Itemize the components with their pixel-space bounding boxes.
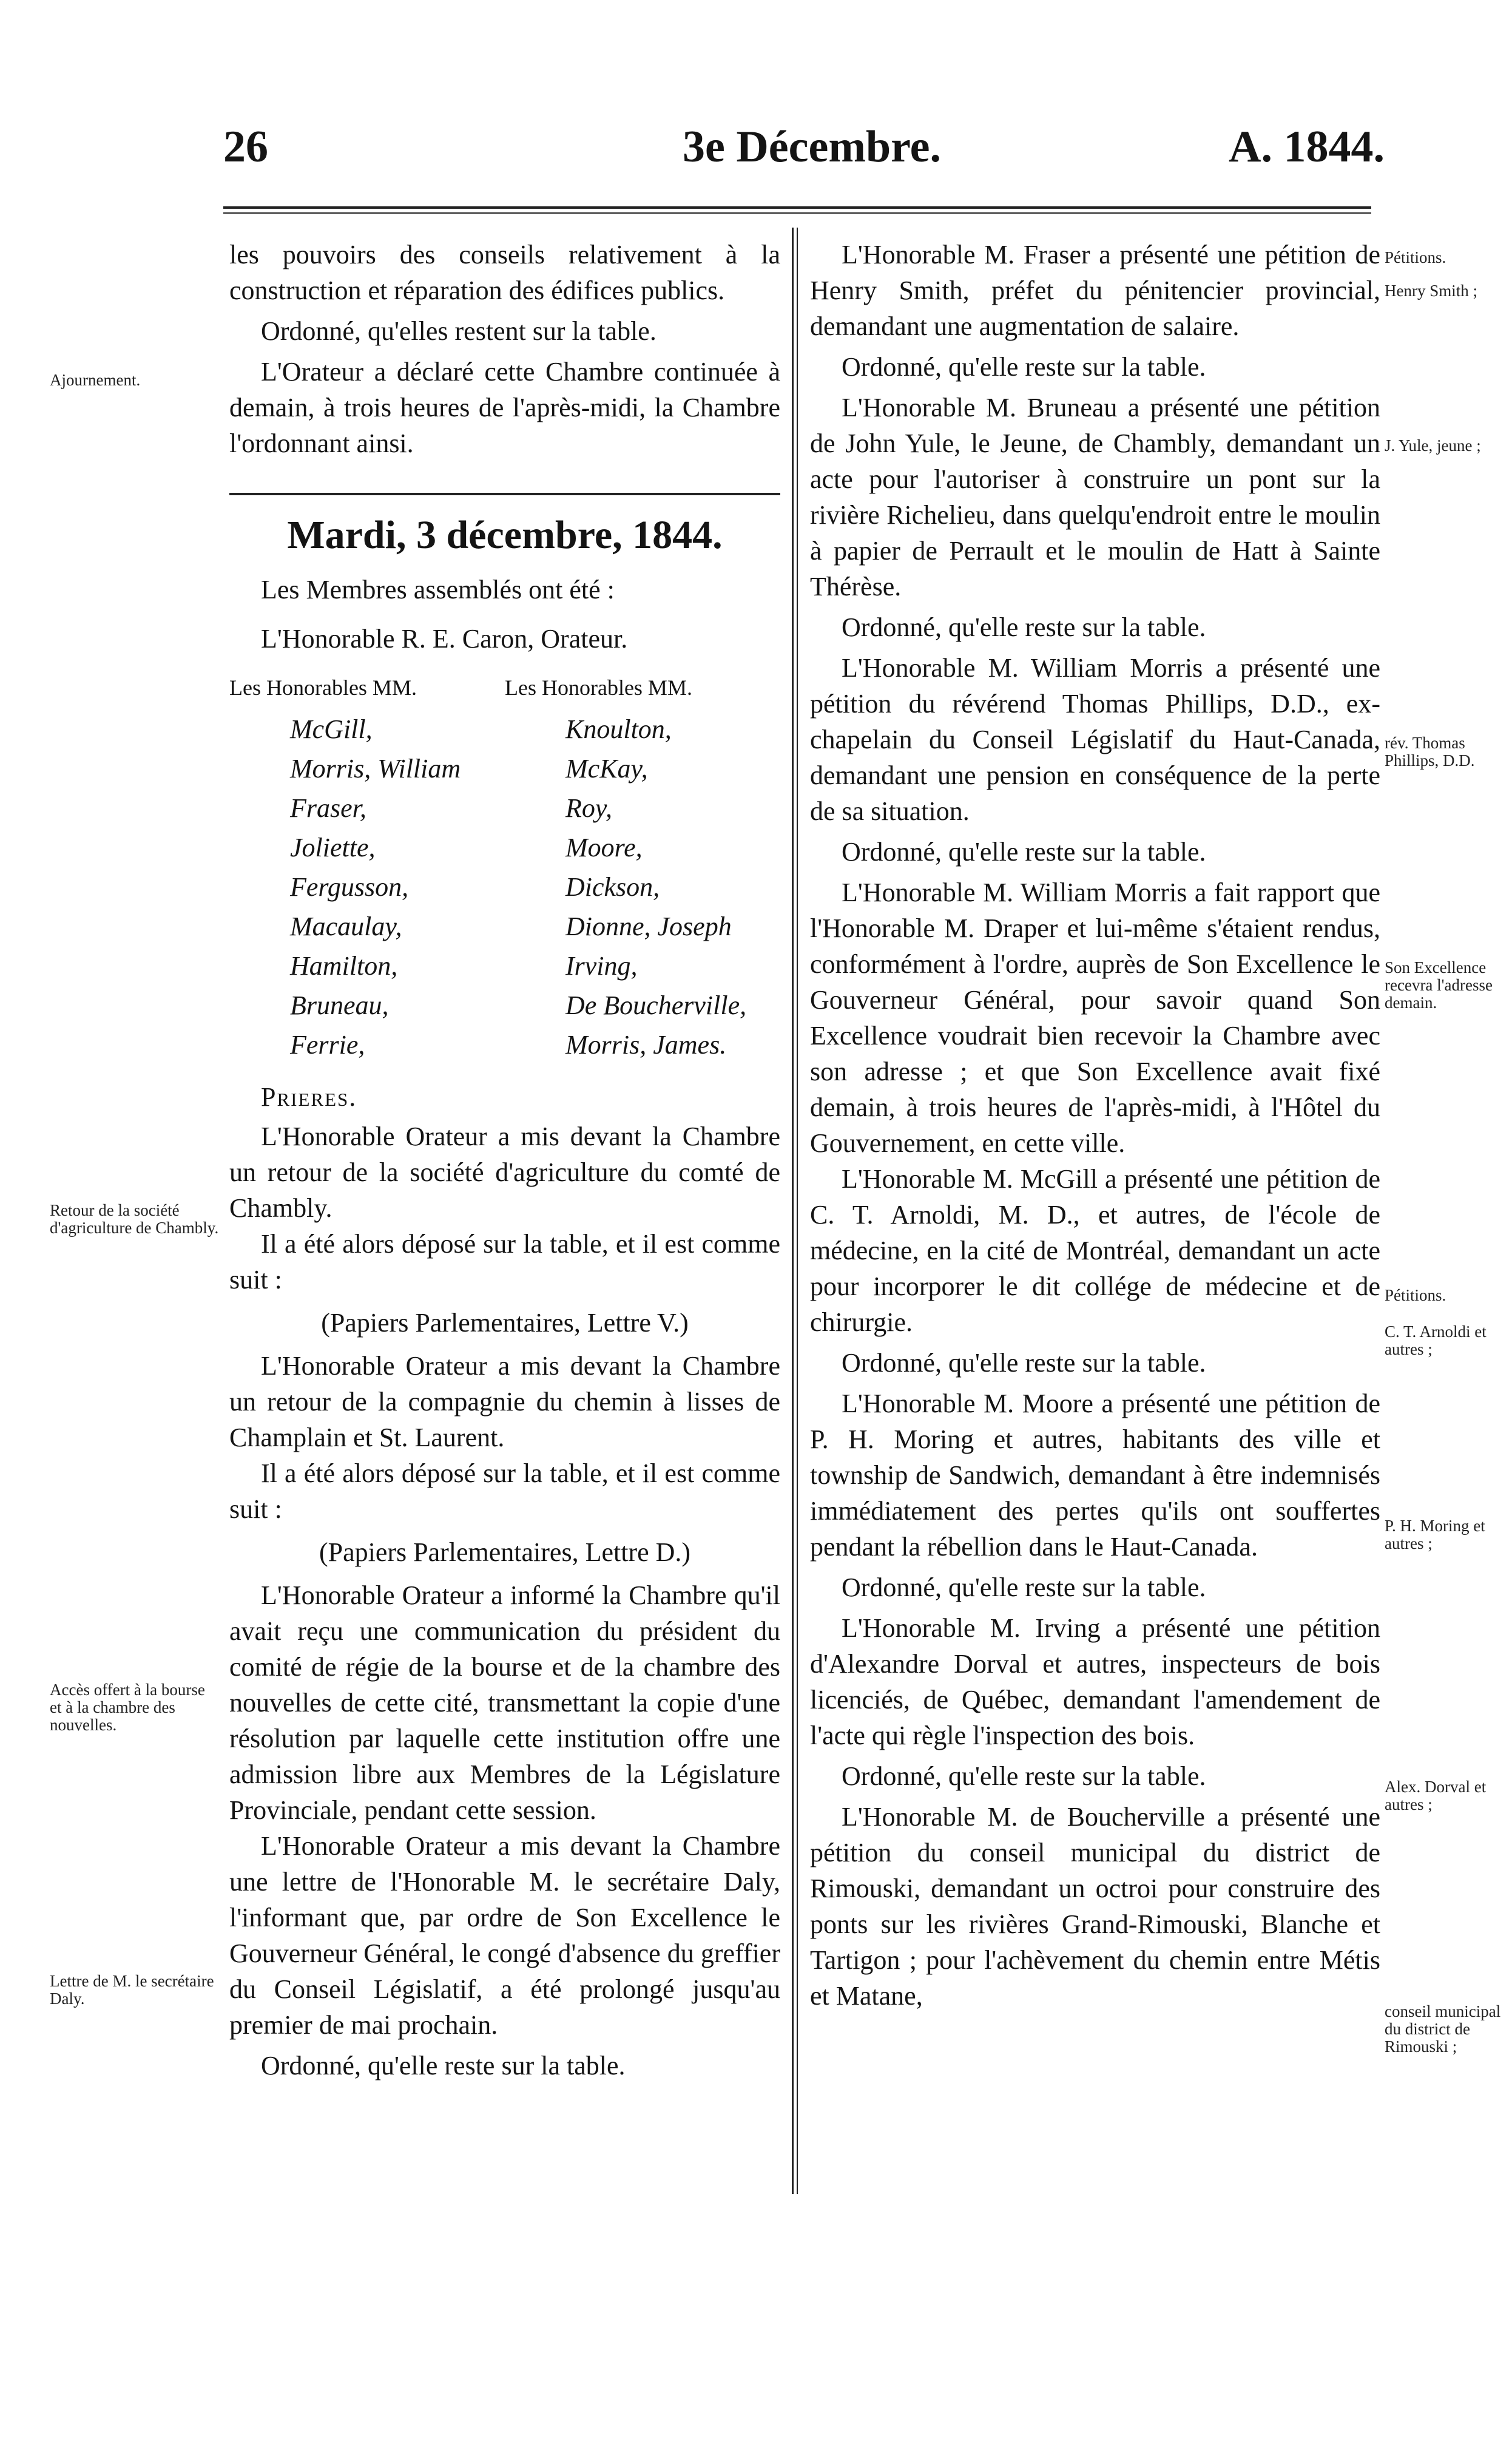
margin-note-phillips: rév. Thomas Phillips, D.D. xyxy=(1385,734,1475,770)
paragraph-depose: Il a été alors déposé sur la table, et il est comme suit : xyxy=(229,1229,780,1295)
ordonne-line: Ordonné, qu'elle reste sur la table. xyxy=(842,837,1206,867)
member-name: Knoulton, xyxy=(565,714,672,744)
paragraph-fraser: L'Honorable M. Fraser a présenté une pétition de Henry Smith, préfet du pénitencier provincial, demandant une augmentation de salaire. xyxy=(810,240,1380,341)
member-name: Morris, James. xyxy=(565,1030,727,1060)
papiers-reference: (Papiers Parlementaires, Lettre V.) xyxy=(321,1308,689,1338)
ordonne-line: Ordonné, qu'elle reste sur la table. xyxy=(261,2051,626,2080)
paragraph-pouvoirs: les pouvoirs des conseils relativement à la construction et réparation des édifices publics. xyxy=(229,240,780,305)
header-rule xyxy=(223,206,1371,209)
member-name: Moore, xyxy=(565,833,643,862)
ordonne-line: Ordonné, qu'elle reste sur la table. xyxy=(842,1348,1206,1378)
paragraph-boucherville: L'Honorable M. de Boucherville a présenté une pétition du conseil municipal du district de Rimouski, demandant un octroi pour construire des ponts sur les rivières Grand-Rimouski, Blanche et Tartigon ; pour l'achèvement du chemin entre Métis et Matane, xyxy=(810,1802,1380,2011)
speaker-line: L'Honorable R. E. Caron, Orateur. xyxy=(261,624,628,654)
paragraph-depose: Il a été alors déposé sur la table, et il est comme suit : xyxy=(229,1458,780,1524)
paragraph-chambly: L'Honorable Orateur a mis devant la Chambre un retour de la société d'agriculture du comté de Chambly. xyxy=(229,1122,780,1223)
paragraph-champlain: L'Honorable Orateur a mis devant la Chambre un retour de la compagnie du chemin à lisses de Champlain et St. Laurent. xyxy=(229,1351,780,1452)
margin-note-petitions: Pétitions. xyxy=(1385,1286,1446,1304)
member-name: Ferrie, xyxy=(290,1030,365,1060)
margin-note-moring: P. H. Moring et autres ; xyxy=(1385,1517,1485,1552)
ordonne-line: Ordonné, qu'elle reste sur la table. xyxy=(842,1573,1206,1602)
section-divider xyxy=(229,493,780,495)
ordonne-line: Ordonné, qu'elle reste sur la table. xyxy=(842,1761,1206,1791)
member-name: Hamilton, xyxy=(290,951,398,981)
member-name: Dickson, xyxy=(565,872,660,902)
margin-note-bourse: Accès offert à la bourse et à la chambre des nouvelles. xyxy=(50,1681,205,1734)
paragraph-morris: L'Honorable M. William Morris a présenté une pétition du révérend Thomas Phillips, D.D., ex-chapelain du Conseil Législatif du Haut-Canada, demandant une pension en conséquence de la perte de sa situation. xyxy=(810,653,1380,826)
margin-note-yule: J. Yule, jeune ; xyxy=(1385,436,1481,455)
page-number: 26 xyxy=(223,122,268,172)
member-name: Bruneau, xyxy=(290,990,389,1020)
paragraph-bourse: L'Honorable Orateur a informé la Chambre qu'il avait reçu une communication du président du comité de régie de la bourse et de la chambre des nouvelles de cette cité, transmettant la copie d'une résolution par laquelle cette institution offre une admission libre aux Membres de la Législature Provinciale, pendant cette session. xyxy=(229,1580,780,1825)
members-list xyxy=(229,709,780,1065)
column-divider xyxy=(792,228,794,2194)
ordonne-line: Ordonné, qu'elle reste sur la table. xyxy=(842,612,1206,642)
member-name: Fergusson, xyxy=(290,872,409,902)
left-column xyxy=(229,237,780,2088)
paragraph-daly: L'Honorable Orateur a mis devant la Chambre une lettre de l'Honorable M. le secrétaire Daly, l'informant que, par ordre de Son Excellence le Gouverneur Général, le congé d'absence du greffier du Conseil Législatif, a été prolongé jusqu'au premier de mai prochain. xyxy=(229,1831,780,2040)
papiers-reference: (Papiers Parlementaires, Lettre D.) xyxy=(319,1537,691,1567)
member-name: De Boucherville, xyxy=(565,990,747,1020)
header-rule-thin xyxy=(223,212,1371,214)
members-heading-left: Les Honorables MM. xyxy=(229,675,417,700)
column-divider-thin xyxy=(797,228,798,2194)
margin-note-petitions: Pétitions. xyxy=(1385,248,1446,266)
margin-note-rimouski: conseil municipal du district de Rimouski ; xyxy=(1385,2002,1501,2056)
paragraph-mcgill: L'Honorable M. McGill a présenté une pétition de C. T. Arnoldi, M. D., et autres, de l'école de médecine, en la cité de Montréal, demandant un acte pour incorporer le dit collége de médecine et de chirurgie. xyxy=(810,1164,1380,1337)
members-headings xyxy=(229,670,780,706)
members-list-left xyxy=(229,709,505,1065)
paragraph-rapport: L'Honorable M. William Morris a fait rapport que l'Honorable M. Draper et lui-même s'étaient rendus, conformément à l'ordre, auprès de Son Excellence le Gouverneur Général, pour savoir quand Son Excellence voudrait bien recevoir la Chambre avec son adresse ; et que Son Excellence avait fixé demain, à trois heures de l'après-midi, à l'Hôtel du Gouvernement, en cette ville. xyxy=(810,878,1380,1158)
member-name: McKay, xyxy=(565,754,648,784)
member-name: Macaulay, xyxy=(290,912,402,941)
margin-note-arnoldi: C. T. Arnoldi et autres ; xyxy=(1385,1322,1487,1358)
margin-note-henry-smith: Henry Smith ; xyxy=(1385,282,1477,300)
prieres-heading: Prieres. xyxy=(261,1082,357,1112)
page-year: A. 1844. xyxy=(1229,122,1385,172)
paragraph-bruneau: L'Honorable M. Bruneau a présenté une pétition de John Yule, le Jeune, de Chambly, demandant un acte pour l'autoriser à construire un pont sur la rivière Richelieu, dans quelqu'endroit entre le moulin à papier de Perrault et le moulin de Hatt à Sainte Thérèse. xyxy=(810,393,1380,601)
paragraph-irving: L'Honorable M. Irving a présenté une pétition d'Alexandre Dorval et autres, inspecteurs de bois licenciés, de Québec, demandant l'amendement de l'acte qui règle l'inspection des bois. xyxy=(810,1613,1380,1750)
margin-note-son-excellence: Son Excellence recevra l'adresse demain. xyxy=(1385,958,1493,1012)
members-list-right xyxy=(505,709,780,1065)
margin-note-daly: Lettre de M. le secrétaire Daly. xyxy=(50,1972,214,2008)
page-date-heading: 3e Décembre. xyxy=(683,122,941,172)
right-column xyxy=(810,237,1380,2014)
member-name: Dionne, Joseph xyxy=(565,912,732,941)
section-title: Mardi, 3 décembre, 1844. xyxy=(287,513,723,557)
member-name: Roy, xyxy=(565,793,612,823)
paragraph-adjournment: L'Orateur a déclaré cette Chambre continuée à demain, à trois heures de l'après-midi, la Chambre l'ordonnant ainsi. xyxy=(229,357,780,458)
margin-note-chambly: Retour de la société d'agriculture de Chambly. xyxy=(50,1201,219,1237)
member-name: Irving, xyxy=(565,951,638,981)
ordonne-line: Ordonné, qu'elles restent sur la table. xyxy=(261,316,656,346)
paragraph-moore: L'Honorable M. Moore a présenté une pétition de P. H. Moring et autres, habitants des ville et township de Sandwich, demandant à être indemnisés immédiatement des pertes qu'ils ont souffertes pendant la rébellion dans le Haut-Canada. xyxy=(810,1389,1380,1562)
members-assembled-line: Les Membres assemblés ont été : xyxy=(261,575,615,604)
ordonne-line: Ordonné, qu'elle reste sur la table. xyxy=(842,352,1206,382)
member-name: McGill, xyxy=(290,714,373,744)
member-name: Morris, William xyxy=(290,754,461,784)
member-name: Fraser, xyxy=(290,793,366,823)
margin-note-dorval: Alex. Dorval et autres ; xyxy=(1385,1778,1487,1813)
margin-note-ajournement: Ajournement. xyxy=(50,371,141,389)
member-name: Joliette, xyxy=(290,833,376,862)
members-heading-right: Les Honorables MM. xyxy=(505,675,692,700)
